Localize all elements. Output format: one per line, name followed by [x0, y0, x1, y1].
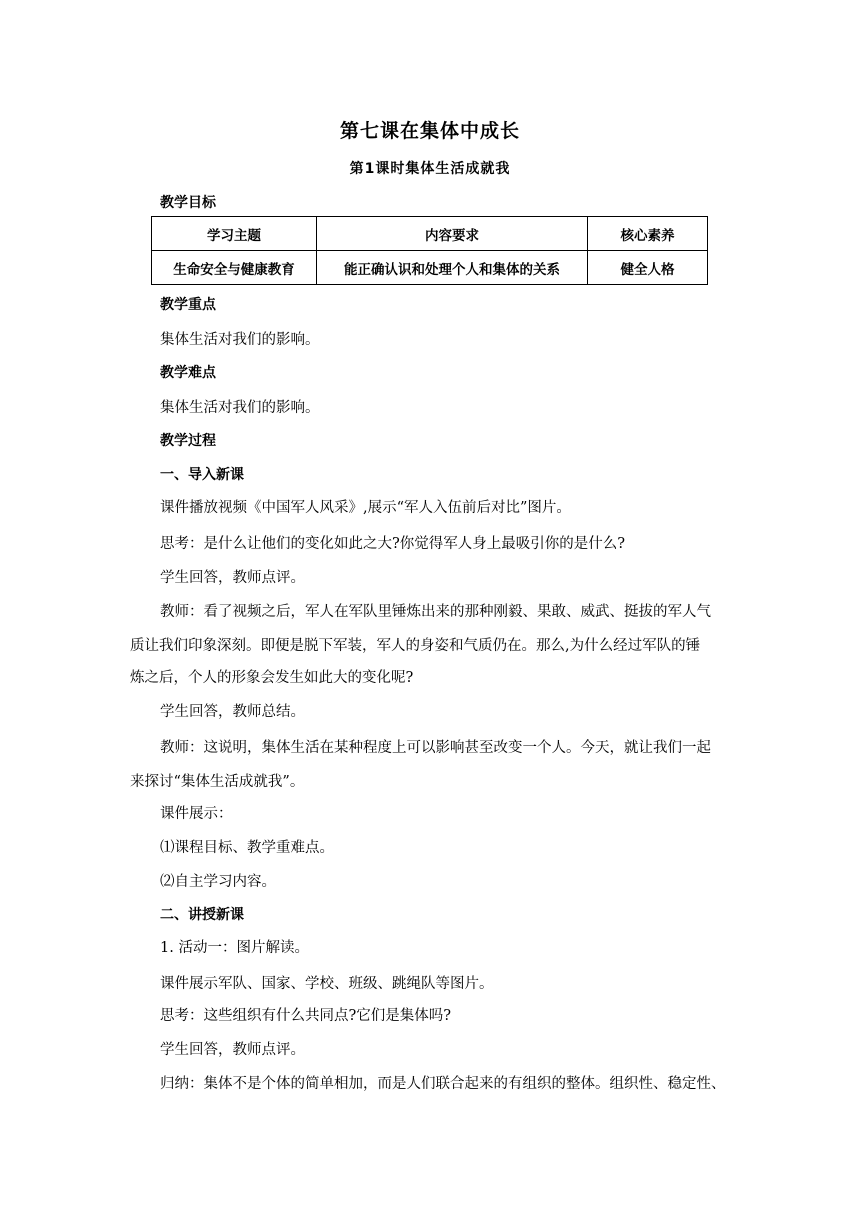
table-cell: 健全人格 [588, 251, 708, 285]
paragraph: 学生回答，教师点评。 [160, 570, 305, 586]
table-cell: 生命安全与健康教育 [152, 251, 317, 285]
goals-table [151, 216, 708, 285]
paragraph: 学生回答，教师点评。 [160, 1042, 305, 1058]
paragraph: ⑵自主学习内容。 [160, 874, 276, 890]
difficulties-text: 集体生活对我们的影响。 [160, 400, 320, 416]
paragraph: 归纳：集体不是个体的简单相加，而是人们联合起来的有组织的整体。组织性、稳定性、 [160, 1076, 726, 1092]
paragraph: 1. 活动一：图片解读。 [160, 940, 309, 956]
heading-key-points: 教学重点 [160, 297, 216, 313]
heading-goals: 教学目标 [160, 195, 216, 211]
heading-part1: 一、导入新课 [160, 467, 244, 483]
table-header-cell: 学习主题 [152, 217, 317, 251]
paragraph: 课件播放视频《中国军人风采》,展示“军人入伍前后对比”图片。 [160, 500, 571, 516]
table-row [152, 251, 708, 285]
key-points-text: 集体生活对我们的影响。 [160, 332, 320, 348]
table-header-row [152, 217, 708, 251]
paragraph: 课件展示军队、国家、学校、班级、跳绳队等图片。 [160, 976, 494, 992]
table-cell: 能正确认识和处理个人和集体的关系 [317, 251, 588, 285]
paragraph: 思考：这些组织有什么共同点?它们是集体吗? [160, 1008, 452, 1024]
paragraph: 来探讨“集体生活成就我”。 [130, 774, 305, 790]
heading-process: 教学过程 [160, 433, 216, 449]
page-subtitle: 第1课时集体生活成就我 [349, 161, 511, 177]
heading-difficulties: 教学难点 [160, 365, 216, 381]
table-header-cell: 核心素养 [588, 217, 708, 251]
paragraph: 质让我们印象深刻。即便是脱下军装，军人的身姿和气质仍在。那么,为什么经过军队的锤 [130, 638, 701, 654]
paragraph: 课件展示： [160, 806, 233, 822]
page-title: 第七课在集体中成长 [339, 120, 520, 142]
paragraph: 思考：是什么让他们的变化如此之大?你觉得军人身上最吸引你的是什么? [160, 536, 626, 552]
heading-part2: 二、讲授新课 [160, 907, 244, 923]
paragraph: 教师：看了视频之后，军人在军队里锤炼出来的那种刚毅、果敢、威武、挺拔的军人气 [160, 604, 711, 620]
table-header-cell: 内容要求 [317, 217, 588, 251]
paragraph: 学生回答，教师总结。 [160, 704, 305, 720]
paragraph: ⑴课程目标、教学重难点。 [160, 840, 334, 856]
paragraph: 教师：这说明，集体生活在某种程度上可以影响甚至改变一个人。今天，就让我们一起 [160, 740, 711, 756]
paragraph: 炼之后，个人的形象会发生如此大的变化呢? [130, 670, 414, 686]
